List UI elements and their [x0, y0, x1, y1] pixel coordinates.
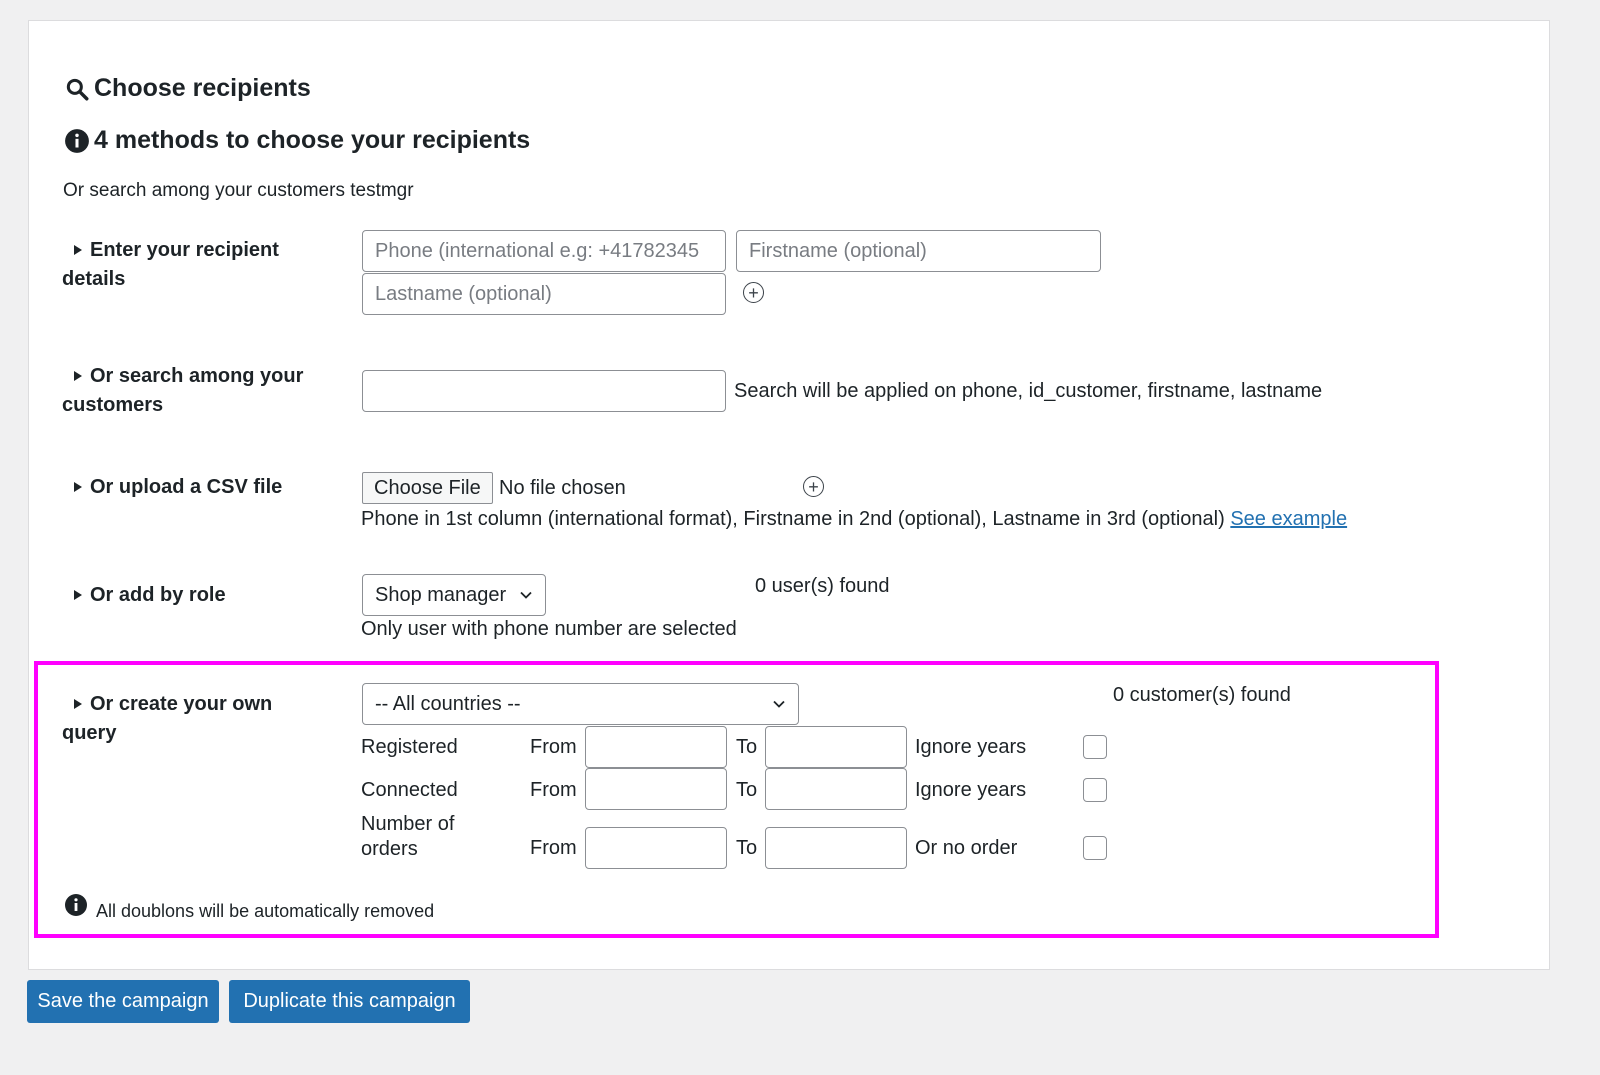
recipient-details-label: Enter your recipient details: [62, 239, 279, 290]
users-found-count: 0 user(s) found: [755, 575, 890, 597]
chevron-down-icon: [519, 588, 533, 602]
search-customers-label: Or search among your customers: [62, 365, 304, 416]
lastname-input[interactable]: [362, 273, 726, 315]
registered-ignore-years-checkbox[interactable]: [1083, 735, 1107, 759]
triangle-right-icon: [74, 590, 82, 600]
triangle-right-icon: [74, 482, 82, 492]
role-hint: Only user with phone number are selected: [361, 618, 737, 640]
orders-from-input[interactable]: [585, 827, 727, 869]
connected-to-input[interactable]: [765, 768, 907, 810]
no-file-text: No file chosen: [499, 477, 626, 499]
registered-to-input[interactable]: [765, 726, 907, 768]
connected-ignore-years-label: Ignore years: [915, 779, 1027, 801]
section-subtitle: 4 methods to choose your recipients: [64, 126, 530, 155]
duplicate-campaign-button[interactable]: Duplicate this campaign: [229, 980, 470, 1023]
see-example-link[interactable]: See example: [1230, 508, 1348, 530]
doublons-note: All doublons will be automatically removed: [96, 901, 435, 921]
search-hint: Search will be applied on phone, id_customer, firstname, lastname: [734, 380, 1323, 402]
no-order-label: Or no order: [915, 837, 1018, 859]
choose-file-button[interactable]: Choose File: [362, 472, 493, 504]
firstname-input[interactable]: [736, 230, 1101, 272]
registered-from-label: From: [530, 736, 577, 758]
connected-from-label: From: [530, 779, 577, 801]
info-icon: [64, 893, 88, 917]
orders-from-label: From: [530, 837, 577, 859]
customers-found-count: 0 customer(s) found: [1113, 684, 1291, 706]
connected-ignore-years-checkbox[interactable]: [1083, 778, 1107, 802]
intro-text: Or search among your customers testmgr: [63, 180, 414, 201]
custom-query-label: Or create your own query: [62, 693, 273, 744]
number-of-orders-label: Number of orders: [361, 813, 455, 860]
triangle-right-icon: [74, 699, 82, 709]
country-select[interactable]: -- All countries --: [362, 683, 799, 725]
triangle-right-icon: [74, 371, 82, 381]
orders-to-label: To: [736, 837, 758, 859]
csv-upload-label: Or upload a CSV file: [62, 473, 342, 502]
no-order-checkbox[interactable]: [1083, 836, 1107, 860]
phone-input[interactable]: [362, 230, 726, 272]
add-csv-plus-icon[interactable]: +: [803, 476, 824, 497]
connected-from-input[interactable]: [585, 768, 727, 810]
search-icon: [64, 76, 90, 102]
save-campaign-button[interactable]: Save the campaign: [27, 980, 219, 1023]
registered-from-input[interactable]: [585, 726, 727, 768]
registered-ignore-years-label: Ignore years: [915, 736, 1027, 758]
role-select[interactable]: Shop manager: [362, 574, 546, 616]
connected-label: Connected: [361, 779, 458, 801]
orders-to-input[interactable]: [765, 827, 907, 869]
add-recipient-plus-icon[interactable]: +: [743, 282, 764, 303]
triangle-right-icon: [74, 245, 82, 255]
connected-to-label: To: [736, 779, 758, 801]
registered-label: Registered: [361, 736, 458, 758]
csv-hint: Phone in 1st column (international format), Firstname in 2nd (optional), Lastname in 3rd (optional) See example: [361, 508, 1348, 530]
section-title: Choose recipients: [64, 74, 311, 103]
chevron-down-icon: [772, 697, 786, 711]
info-icon: [64, 128, 90, 154]
add-by-role-label: Or add by role: [62, 581, 342, 610]
registered-to-label: To: [736, 736, 758, 758]
customer-search-input[interactable]: [362, 370, 726, 412]
